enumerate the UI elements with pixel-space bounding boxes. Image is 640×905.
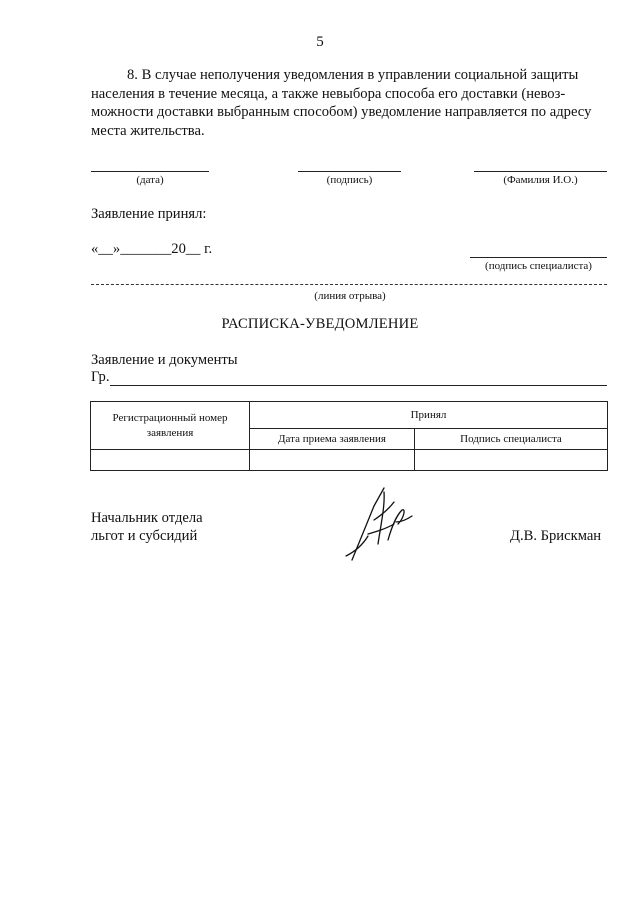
name-caption: (Фамилия И.О.)	[503, 174, 578, 186]
table-cell	[250, 450, 415, 471]
accepted-date-template: «__»_______20__ г.	[91, 241, 213, 257]
citizen-name-line	[110, 385, 607, 386]
citizen-prefix: Гр.	[91, 369, 110, 385]
accepted-header: Принял	[250, 402, 608, 429]
signature-caption: (подпись)	[326, 174, 373, 186]
position-line-1: Начальник отдела	[91, 510, 203, 526]
date-caption: (дата)	[136, 174, 164, 186]
receipt-title: РАСПИСКА-УВЕДОМЛЕНИЕ	[221, 316, 419, 332]
paragraph-line: 8. В случае неполучения уведомления в управлении социальной защиты	[127, 67, 579, 83]
date-header: Дата приема заявления	[250, 429, 415, 450]
handwritten-signature	[344, 486, 416, 564]
page-number: 5	[316, 34, 324, 50]
signature-header: Подпись специалиста	[415, 429, 608, 450]
table-cell	[415, 450, 608, 471]
tear-line-caption: (линия отрыва)	[314, 290, 386, 302]
paragraph-8	[91, 66, 606, 140]
paragraph-line: можности доставки выбранным способом) уведомление направляется по адресу	[91, 104, 592, 121]
accepted-label: Заявление принял:	[91, 206, 207, 222]
tear-line	[91, 284, 607, 285]
paragraph-line: населения в течение месяца, а также невыбора способа его доставки (невоз-	[91, 85, 566, 102]
registration-table	[90, 401, 608, 471]
table-cell	[91, 450, 250, 471]
paragraph-line: места жительства.	[91, 122, 205, 139]
date-line	[91, 171, 209, 172]
official-name: Д.В. Брискман	[510, 528, 602, 544]
name-line	[474, 171, 607, 172]
table-row	[91, 450, 608, 471]
specialist-signature-caption: (подпись специалиста)	[485, 260, 592, 272]
documents-label: Заявление и документы	[91, 352, 238, 368]
signature-line	[298, 171, 401, 172]
position-line-2: льгот и субсидий	[91, 528, 198, 544]
reg-number-header: Регистрационный номер заявления	[91, 402, 250, 450]
specialist-signature-line	[470, 257, 607, 258]
